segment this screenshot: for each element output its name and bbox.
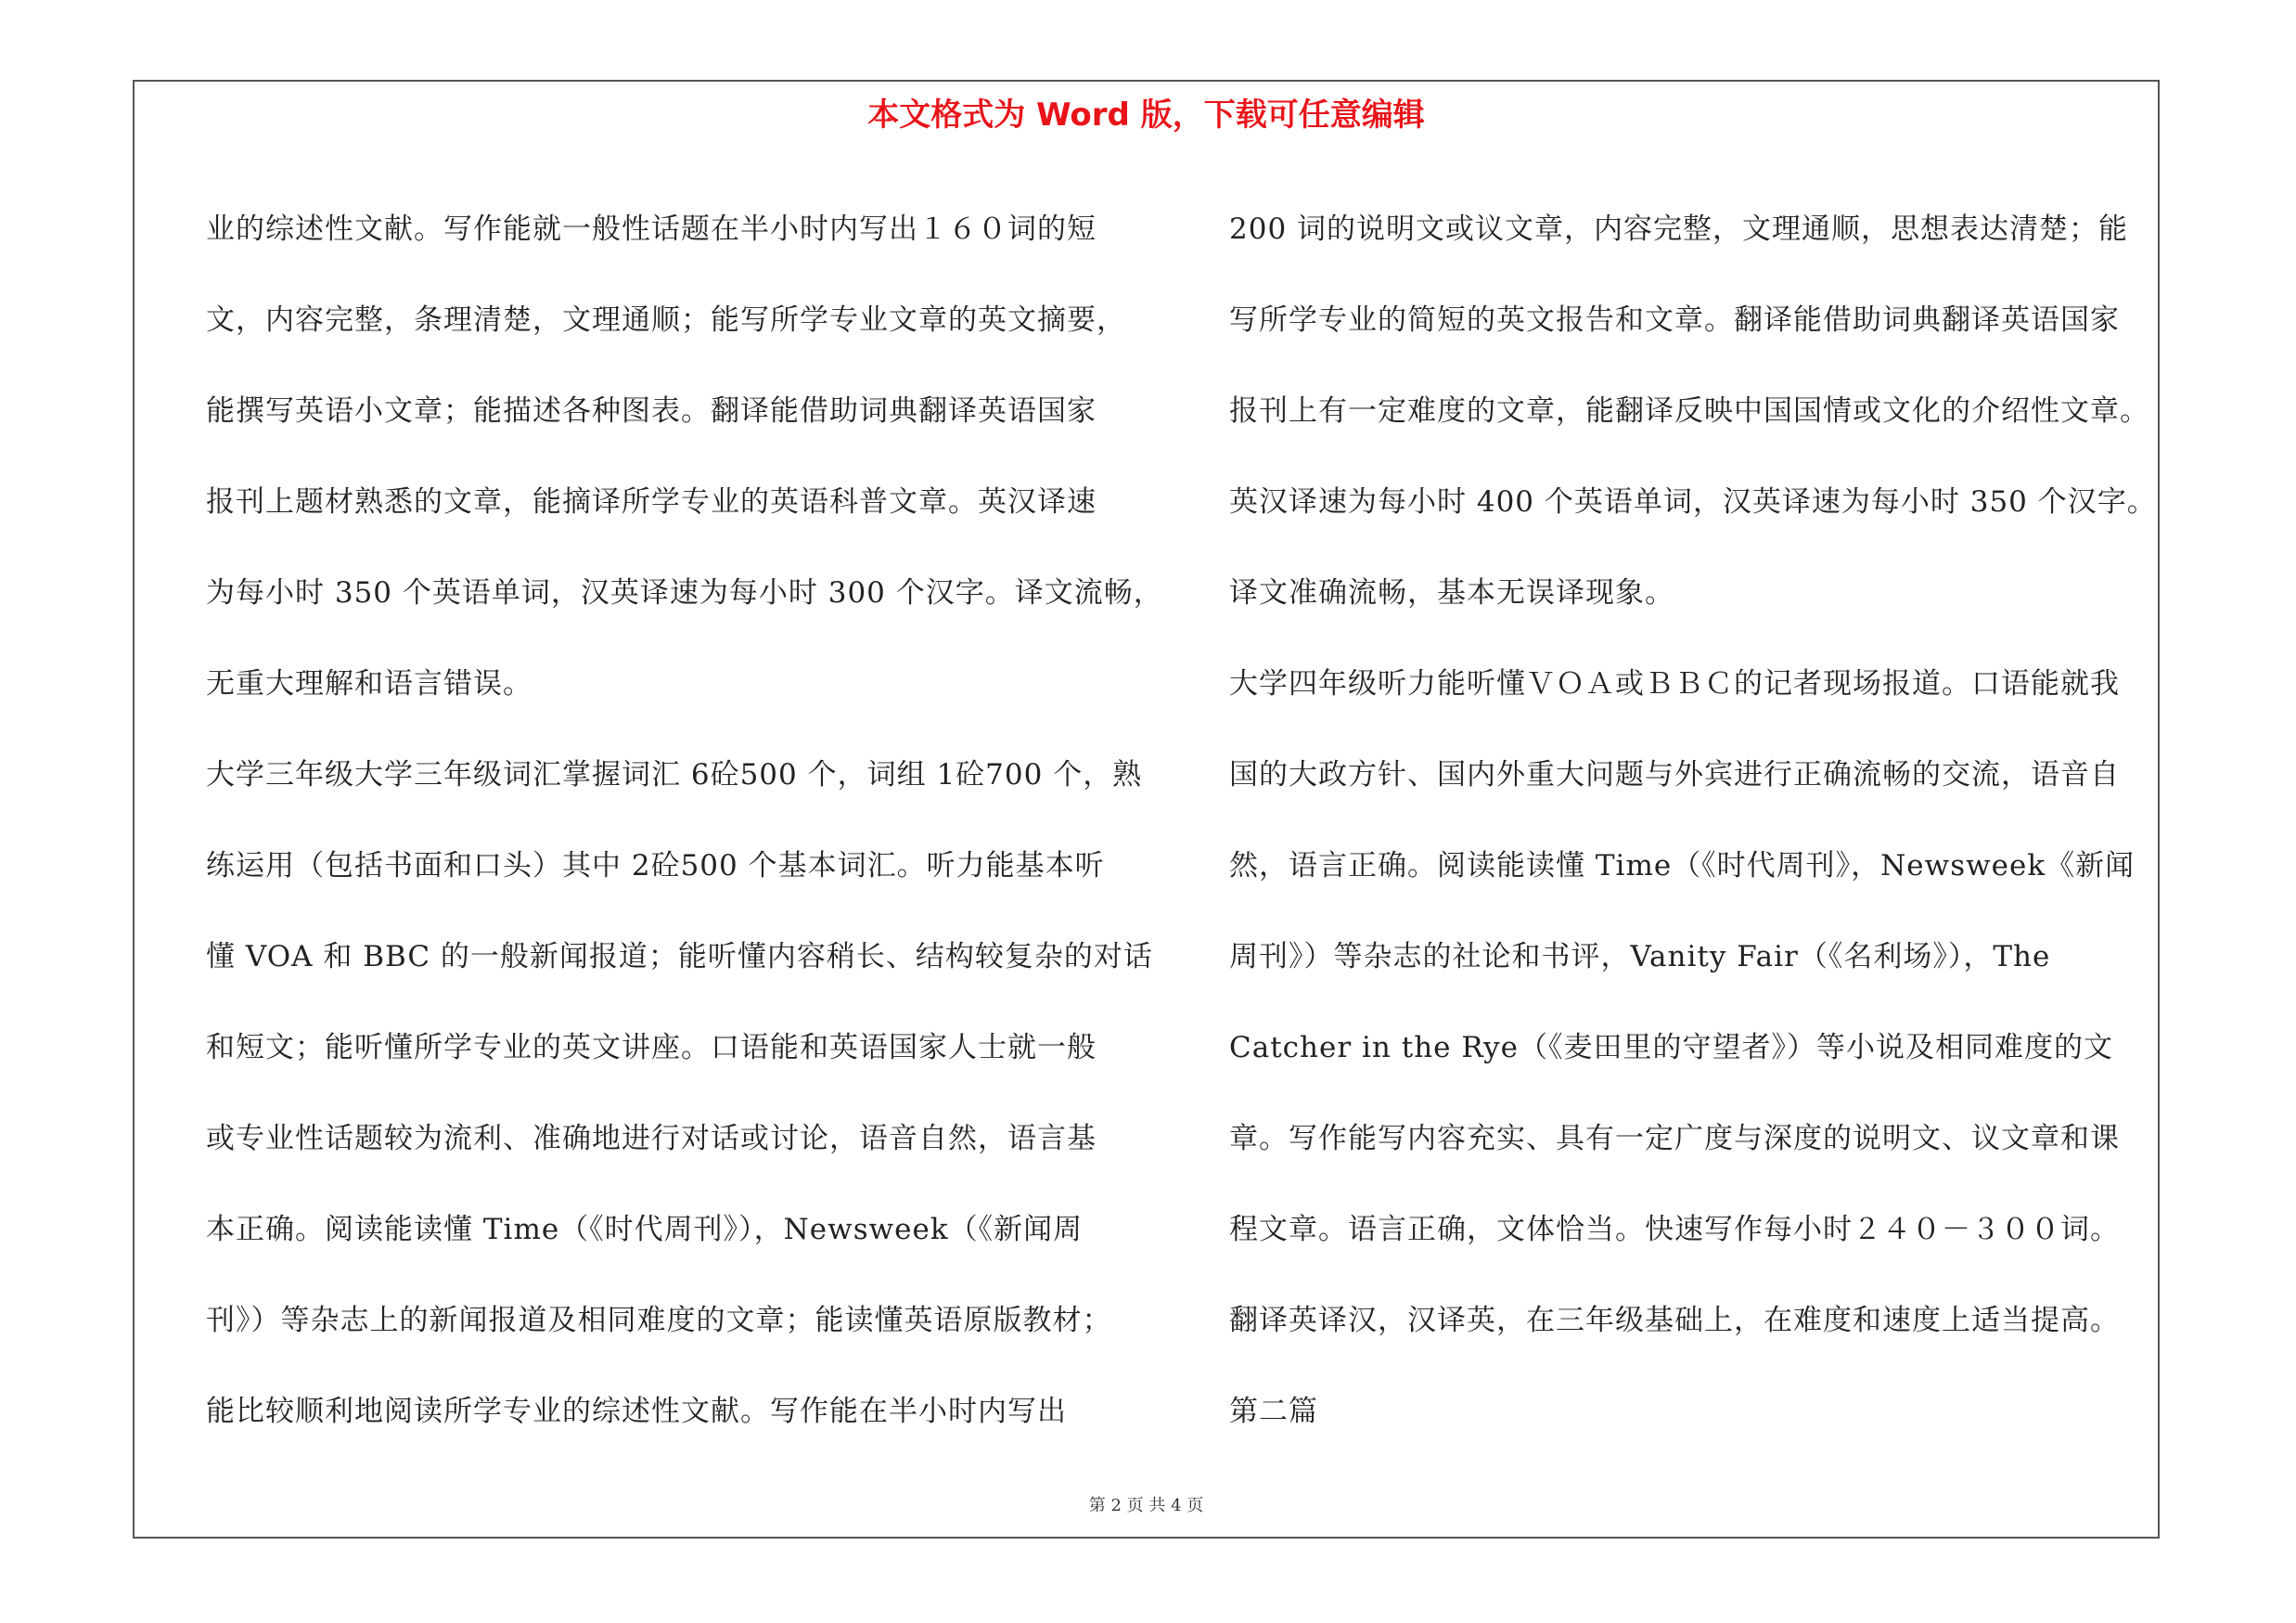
- text-line: 能撰写英语小文章；能描述各种图表。翻译能借助词典翻译英语国家: [206, 394, 1097, 428]
- text-line: 懂 VOA 和 BBC 的一般新闻报道；能听懂内容稍长、结构较复杂的对话: [206, 940, 1153, 973]
- page-number-footer: 第 2 页 共 4 页: [1088, 1496, 1204, 1515]
- text-line: 大学四年级听力能听懂ＶＯＡ或ＢＢＣ的记者现场报道。口语能就我: [1229, 667, 2120, 701]
- text-line: 写所学专业的简短的英文报告和文章。翻译能借助词典翻译英语国家: [1229, 303, 2120, 337]
- text-line: 刊》）等杂志上的新闻报道及相同难度的文章；能读懂英语原版教材；: [206, 1304, 1112, 1337]
- format-banner: 本文格式为 Word 版，下载可任意编辑: [867, 97, 1425, 134]
- document-page: [133, 80, 2160, 1539]
- left-text-column: [206, 184, 1161, 1457]
- text-line: 报刊上有一定难度的文章，能翻译反映中国国情或文化的介绍性文章。: [1229, 394, 2149, 428]
- text-line: 无重大理解和语言错误。: [206, 667, 532, 701]
- text-line: 第二篇: [1229, 1395, 1318, 1428]
- text-line: 和短文；能听懂所学专业的英文讲座。口语能和英语国家人士就一般: [206, 1031, 1097, 1064]
- text-line: 200 词的说明文或议文章，内容完整，文理通顺，思想表达清楚；能: [1229, 213, 2129, 246]
- text-line: 为每小时 350 个英语单词，汉英译速为每小时 300 个汉字。译文流畅，: [206, 576, 1163, 610]
- text-line: 周刊》）等杂志的社论和书评，Vanity Fair（《名利场》），The: [1229, 940, 2051, 973]
- text-line: 然，语言正确。阅读能读懂 Time（《时代周刊》，Newsweek《新闻: [1229, 849, 2136, 882]
- text-line: 练运用（包括书面和口头）其中 2砼500 个基本词汇。听力能基本听: [206, 849, 1105, 882]
- text-line: 本正确。阅读能读懂 Time（《时代周刊》），Newsweek（《新闻周: [206, 1213, 1084, 1246]
- text-line: 文，内容完整，条理清楚，文理通顺；能写所学专业文章的英文摘要，: [206, 303, 1126, 337]
- text-line: 程文章。语言正确，文体恰当。快速写作每小时２４０－３００词。: [1229, 1213, 2120, 1246]
- text-line: 译文准确流畅，基本无误译现象。: [1229, 576, 1674, 610]
- text-line: 英汉译速为每小时 400 个英语单词，汉英译速为每小时 350 个汉字。: [1229, 485, 2157, 519]
- right-text-column: [1229, 184, 2296, 1457]
- text-line: 业的综述性文献。写作能就一般性话题在半小时内写出１６０词的短: [206, 213, 1097, 246]
- text-line: Catcher in the Rye（《麦田里的守望者》）等小说及相同难度的文: [1229, 1031, 2114, 1064]
- text-line: 翻译英译汉，汉译英，在三年级基础上，在难度和速度上适当提高。: [1229, 1304, 2120, 1337]
- text-line: 报刊上题材熟悉的文章，能摘译所学专业的英语科普文章。英汉译速: [206, 485, 1097, 519]
- text-line: 章。写作能写内容充实、具有一定广度与深度的说明文、议文章和课: [1229, 1122, 2120, 1155]
- text-line: 大学三年级大学三年级词汇掌握词汇 6砼500 个，词组 1砼700 个，熟: [206, 758, 1143, 792]
- text-line: 或专业性话题较为流利、准确地进行对话或讨论，语音自然，语言基: [206, 1122, 1097, 1155]
- text-line: 能比较顺利地阅读所学专业的综述性文献。写作能在半小时内写出: [206, 1395, 1067, 1428]
- text-line: 国的大政方针、国内外重大问题与外宾进行正确流畅的交流，语音自: [1229, 758, 2120, 792]
